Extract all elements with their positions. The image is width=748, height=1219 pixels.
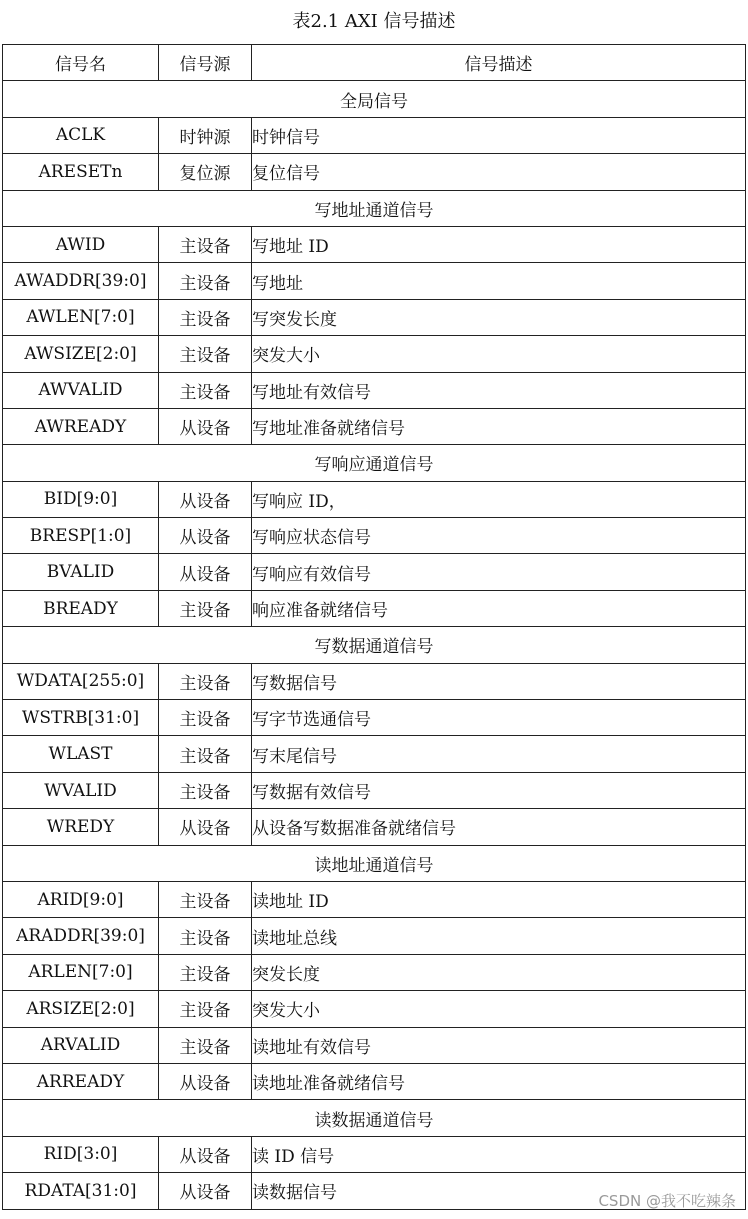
signal-description-cell: 读 ID 信号 [252, 1136, 746, 1172]
table-caption: 表2.1 AXI 信号描述 [292, 11, 456, 32]
signal-source-cell: 从设备 [159, 408, 252, 444]
signal-description-cell: 读地址 ID [252, 881, 746, 917]
signal-description-cell: 从设备写数据准备就绪信号 [252, 809, 746, 845]
signal-name-cell: AWREADY [3, 408, 159, 444]
table-row [3, 299, 746, 335]
axi-signal-table [2, 44, 746, 1210]
signal-description-cell: 时钟信号 [252, 117, 746, 153]
table-row [3, 372, 746, 408]
signal-source-cell: 主设备 [159, 991, 252, 1027]
header-signal-source: 信号源 [159, 45, 252, 81]
signal-source-cell: 主设备 [159, 954, 252, 990]
signal-source-cell: 主设备 [159, 299, 252, 335]
signal-name-cell: ARESETn [3, 154, 159, 190]
section-title: 写地址通道信号 [3, 190, 746, 226]
table-row [3, 918, 746, 954]
signal-source-cell: 复位源 [159, 154, 252, 190]
table-row [3, 991, 746, 1027]
table-row [3, 554, 746, 590]
table-row [3, 117, 746, 153]
section-row [3, 190, 746, 226]
signal-name-cell: AWADDR[39:0] [3, 263, 159, 299]
signal-source-cell: 主设备 [159, 226, 252, 262]
signal-description-cell: 读地址有效信号 [252, 1027, 746, 1063]
signal-source-cell: 主设备 [159, 336, 252, 372]
signal-source-cell: 主设备 [159, 736, 252, 772]
signal-source-cell: 从设备 [159, 809, 252, 845]
header-signal-name: 信号名 [3, 45, 159, 81]
signal-source-cell: 主设备 [159, 590, 252, 626]
table-row [3, 700, 746, 736]
signal-name-cell: AWSIZE[2:0] [3, 336, 159, 372]
table-row [3, 772, 746, 808]
table-row [3, 663, 746, 699]
signal-source-cell: 主设备 [159, 700, 252, 736]
signal-source-cell: 从设备 [159, 481, 252, 517]
signal-source-cell: 从设备 [159, 1063, 252, 1099]
signal-description-cell: 读数据信号 [252, 1173, 746, 1209]
table-row [3, 736, 746, 772]
table-header-row [3, 45, 746, 81]
signal-description-cell: 写末尾信号 [252, 736, 746, 772]
signal-source-cell: 主设备 [159, 263, 252, 299]
signal-name-cell: BREADY [3, 590, 159, 626]
section-title: 写响应通道信号 [3, 445, 746, 481]
signal-description-cell: 读地址总线 [252, 918, 746, 954]
section-title: 写数据通道信号 [3, 627, 746, 663]
section-row [3, 445, 746, 481]
signal-name-cell: AWID [3, 226, 159, 262]
signal-description-cell: 写数据有效信号 [252, 772, 746, 808]
section-row [3, 81, 746, 117]
table-row [3, 590, 746, 626]
table-row [3, 408, 746, 444]
section-row [3, 1100, 746, 1136]
signal-description-cell: 突发长度 [252, 954, 746, 990]
signal-name-cell: WREDY [3, 809, 159, 845]
signal-source-cell: 主设备 [159, 918, 252, 954]
signal-source-cell: 从设备 [159, 1136, 252, 1172]
signal-name-cell: WVALID [3, 772, 159, 808]
signal-description-cell: 写响应状态信号 [252, 518, 746, 554]
signal-name-cell: AWLEN[7:0] [3, 299, 159, 335]
signal-description-cell: 写数据信号 [252, 663, 746, 699]
table-row [3, 336, 746, 372]
section-row [3, 627, 746, 663]
table-row [3, 263, 746, 299]
signal-source-cell: 从设备 [159, 518, 252, 554]
signal-name-cell: WLAST [3, 736, 159, 772]
signal-description-cell: 响应准备就绪信号 [252, 590, 746, 626]
signal-name-cell: BRESP[1:0] [3, 518, 159, 554]
signal-name-cell: WSTRB[31:0] [3, 700, 159, 736]
table-body [3, 81, 746, 1209]
signal-description-cell: 写响应 ID， [252, 481, 746, 517]
signal-description-cell: 突发大小 [252, 991, 746, 1027]
signal-name-cell: WDATA[255:0] [3, 663, 159, 699]
signal-name-cell: ARADDR[39:0] [3, 918, 159, 954]
signal-name-cell: ACLK [3, 117, 159, 153]
signal-name-cell: BID[9:0] [3, 481, 159, 517]
table-row [3, 226, 746, 262]
signal-description-cell: 写突发长度 [252, 299, 746, 335]
signal-description-cell: 写响应有效信号 [252, 554, 746, 590]
table-row [3, 1063, 746, 1099]
signal-name-cell: AWVALID [3, 372, 159, 408]
signal-source-cell: 从设备 [159, 1173, 252, 1209]
signal-source-cell: 主设备 [159, 772, 252, 808]
signal-source-cell: 主设备 [159, 1027, 252, 1063]
section-row [3, 845, 746, 881]
signal-source-cell: 时钟源 [159, 117, 252, 153]
table-row [3, 1136, 746, 1172]
table-row [3, 881, 746, 917]
signal-name-cell: RID[3:0] [3, 1136, 159, 1172]
section-title: 读地址通道信号 [3, 845, 746, 881]
signal-name-cell: BVALID [3, 554, 159, 590]
table-row [3, 518, 746, 554]
signal-source-cell: 主设备 [159, 881, 252, 917]
section-title: 全局信号 [3, 81, 746, 117]
signal-source-cell: 从设备 [159, 554, 252, 590]
signal-name-cell: ARVALID [3, 1027, 159, 1063]
section-title: 读数据通道信号 [3, 1100, 746, 1136]
table-row [3, 481, 746, 517]
table-row [3, 954, 746, 990]
signal-name-cell: ARID[9:0] [3, 881, 159, 917]
signal-description-cell: 写地址准备就绪信号 [252, 408, 746, 444]
signal-description-cell: 写字节选通信号 [252, 700, 746, 736]
signal-description-cell: 写地址 [252, 263, 746, 299]
signal-name-cell: ARLEN[7:0] [3, 954, 159, 990]
signal-description-cell: 写地址有效信号 [252, 372, 746, 408]
table-row [3, 809, 746, 845]
signal-source-cell: 主设备 [159, 372, 252, 408]
signal-description-cell: 读地址准备就绪信号 [252, 1063, 746, 1099]
table-row [3, 1027, 746, 1063]
header-signal-description: 信号描述 [252, 45, 746, 81]
signal-description-cell: 突发大小 [252, 336, 746, 372]
signal-name-cell: ARREADY [3, 1063, 159, 1099]
watermark: CSDN @我不吃辣条 [598, 1192, 736, 1210]
signal-source-cell: 主设备 [159, 663, 252, 699]
signal-description-cell: 写地址 ID [252, 226, 746, 262]
signal-description-cell: 复位信号 [252, 154, 746, 190]
table-row [3, 154, 746, 190]
signal-name-cell: RDATA[31:0] [3, 1173, 159, 1209]
signal-name-cell: ARSIZE[2:0] [3, 991, 159, 1027]
